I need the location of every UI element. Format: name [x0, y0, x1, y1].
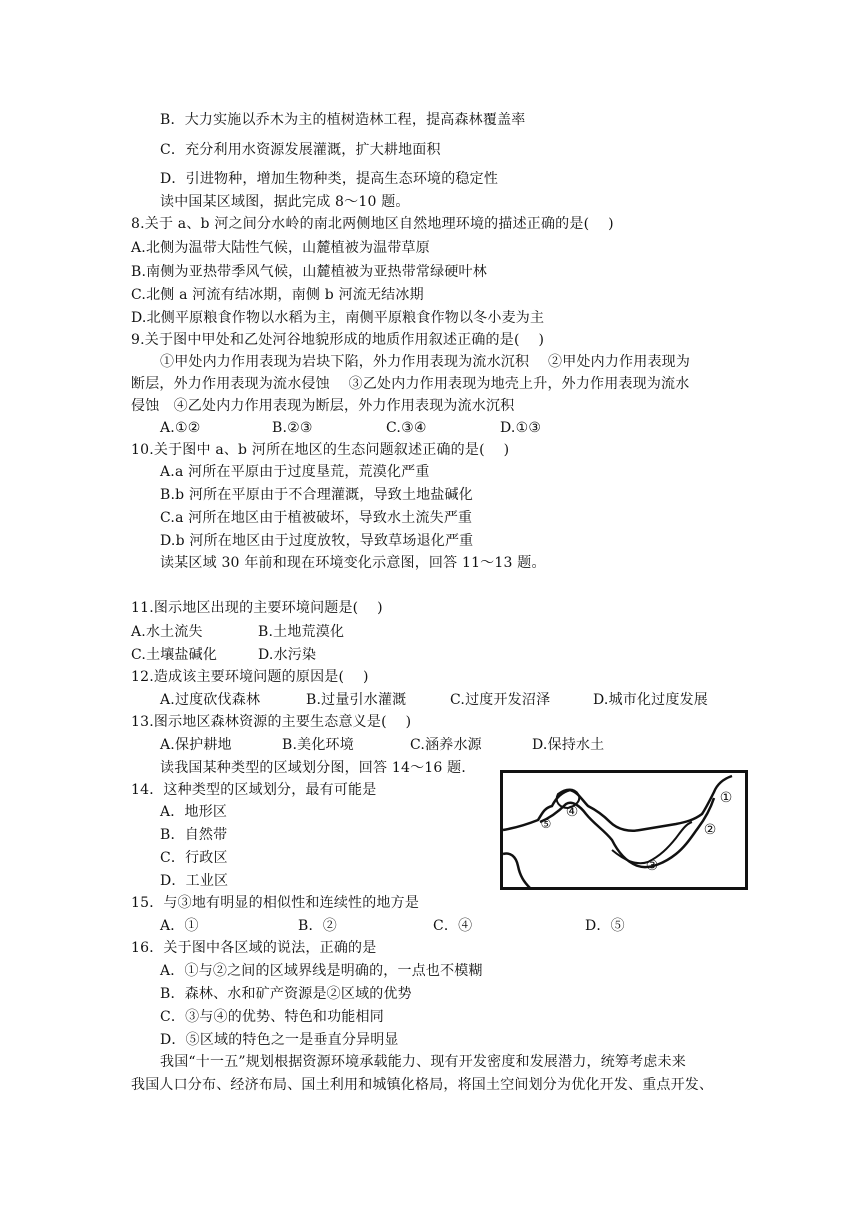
map-label-4: ④ [565, 804, 579, 820]
q11-option-b: B.土地荒漠化 [258, 624, 345, 640]
closing-line-2: 我国人口分布、经济布局、国土利用和城镇化格局，将国土空间划分为优化开发、重点开发、 [131, 1077, 714, 1093]
q8-option-a: A.北侧为温带大陆性气候，山麓植被为温带草原 [131, 240, 430, 256]
q16-option-c: C．③与④的优势、特色和功能相同 [160, 1009, 384, 1025]
map-label-2: ② [703, 822, 717, 838]
q11-option-c: C.土壤盐碱化 [131, 647, 218, 663]
q11-option-a: A.水土流失 [131, 624, 203, 640]
q7-option-c: C．充分利用水资源发展灌溉，扩大耕地面积 [160, 142, 441, 158]
region-division-map [500, 770, 748, 890]
q9-option-c: C.③④ [386, 420, 427, 436]
q12-option-d: D.城市化过度发展 [593, 692, 708, 708]
q13-stem: 13.图示地区森林资源的主要生态意义是( ) [131, 714, 412, 730]
q15-option-a: A．① [160, 918, 199, 934]
map-label-1: ① [719, 790, 733, 806]
q13-option-b: B.美化环境 [282, 737, 354, 753]
q12-option-a: A.过度砍伐森林 [160, 692, 261, 708]
q14-option-d: D．工业区 [160, 873, 229, 889]
q15-option-c: C．④ [433, 918, 473, 934]
q16-option-a: A．①与②之间的区域界线是明确的，一点也不模糊 [160, 963, 483, 979]
map-coastline [503, 776, 732, 831]
q16-option-d: D．⑤区域的特色之一是垂直分异明显 [160, 1032, 399, 1048]
q14-option-c: C．行政区 [160, 850, 228, 866]
q8-option-d: D.北侧平原粮食作物以水稻为主，南侧平原粮食作物以冬小麦为主 [131, 310, 545, 326]
q14-stem: 14．这种类型的区域划分，最有可能是 [131, 782, 377, 798]
intro-8-10: 读中国某区域图，据此完成 8～10 题。 [160, 194, 410, 210]
q12-option-c: C.过度开发沼泽 [450, 692, 551, 708]
q9-line-1: ①甲处内力作用表现为岩块下陷，外力作用表现为流水沉积 ②甲处内力作用表现为 [160, 354, 691, 370]
q10-option-c: C.a 河所在地区由于植被破坏，导致水土流失严重 [160, 510, 473, 526]
q15-stem: 15．与③地有明显的相似性和连续性的地方是 [131, 895, 420, 911]
q7-option-d: D．引进物种，增加生物种类，提高生态环境的稳定性 [160, 171, 499, 187]
q13-option-a: A.保护耕地 [160, 737, 232, 753]
q9-line-3: 侵蚀 ④乙处内力作用表现为断层，外力作用表现为流水沉积 [131, 398, 515, 414]
intro-14-16: 读我国某种类型的区域划分图，回答 14～16 题． [160, 760, 476, 776]
q11-option-d: D.水污染 [258, 647, 317, 663]
q13-option-c: C.涵养水源 [410, 737, 482, 753]
q9-line-2: 断层，外力作用表现为流水侵蚀 ③乙处内力作用表现为地壳上升，外力作用表现为流水 [131, 376, 690, 392]
map-label-3: ③ [645, 858, 659, 874]
q16-option-b: B．森林、水和矿产资源是②区域的优势 [160, 986, 412, 1002]
q10-stem: 10.关于图中 a、b 河所在地区的生态问题叙述正确的是( ) [131, 442, 510, 458]
q9-option-b: B.②③ [272, 420, 313, 436]
q8-option-b: B.南侧为亚热带季风气候，山麓植被为亚热带常绿硬叶林 [131, 264, 487, 280]
q10-option-d: D.b 河所在地区由于过度放牧，导致草场退化严重 [160, 533, 474, 549]
q15-option-d: D．⑤ [585, 918, 625, 934]
map-coastline-south [503, 854, 530, 889]
q10-option-b: B.b 河所在平原由于不合理灌溉，导致土地盐碱化 [160, 487, 473, 503]
q14-option-b: B．自然带 [160, 827, 228, 843]
intro-11-13: 读某区域 30 年前和现在环境变化示意图，回答 11～13 题。 [160, 555, 546, 571]
q12-option-b: B.过量引水灌溉 [306, 692, 407, 708]
q10-option-a: A.a 河所在平原由于过度垦荒，荒漠化严重 [160, 464, 430, 480]
q13-option-d: D.保持水土 [532, 737, 605, 753]
q8-option-c: C.北侧 a 河流有结冰期，南侧 b 河流无结冰期 [131, 287, 424, 303]
q8-stem: 8.关于 a、b 河之间分水岭的南北两侧地区自然地理环境的描述正确的是( ) [131, 216, 614, 232]
q11-stem: 11.图示地区出现的主要环境问题是( ) [131, 600, 383, 616]
q7-option-b: B．大力实施以乔木为主的植树造林工程，提高森林覆盖率 [160, 112, 526, 128]
q14-option-a: A．地形区 [160, 804, 228, 820]
q15-option-b: B．② [298, 918, 337, 934]
closing-line-1: 我国“十一五”规划根据资源环境承载能力、现有开发密度和发展潜力，统筹考虑未来 [160, 1054, 686, 1070]
q9-option-a: A.①② [160, 420, 201, 436]
q12-stem: 12.造成该主要环境问题的原因是( ) [131, 669, 369, 685]
map-label-5: ⑤ [540, 817, 552, 831]
q16-stem: 16．关于图中各区域的说法，正确的是 [131, 940, 377, 956]
q9-stem: 9.关于图中甲处和乙处河谷地貌形成的地质作用叙述正确的是( ) [131, 332, 545, 348]
q9-option-d: D.①③ [500, 420, 542, 436]
